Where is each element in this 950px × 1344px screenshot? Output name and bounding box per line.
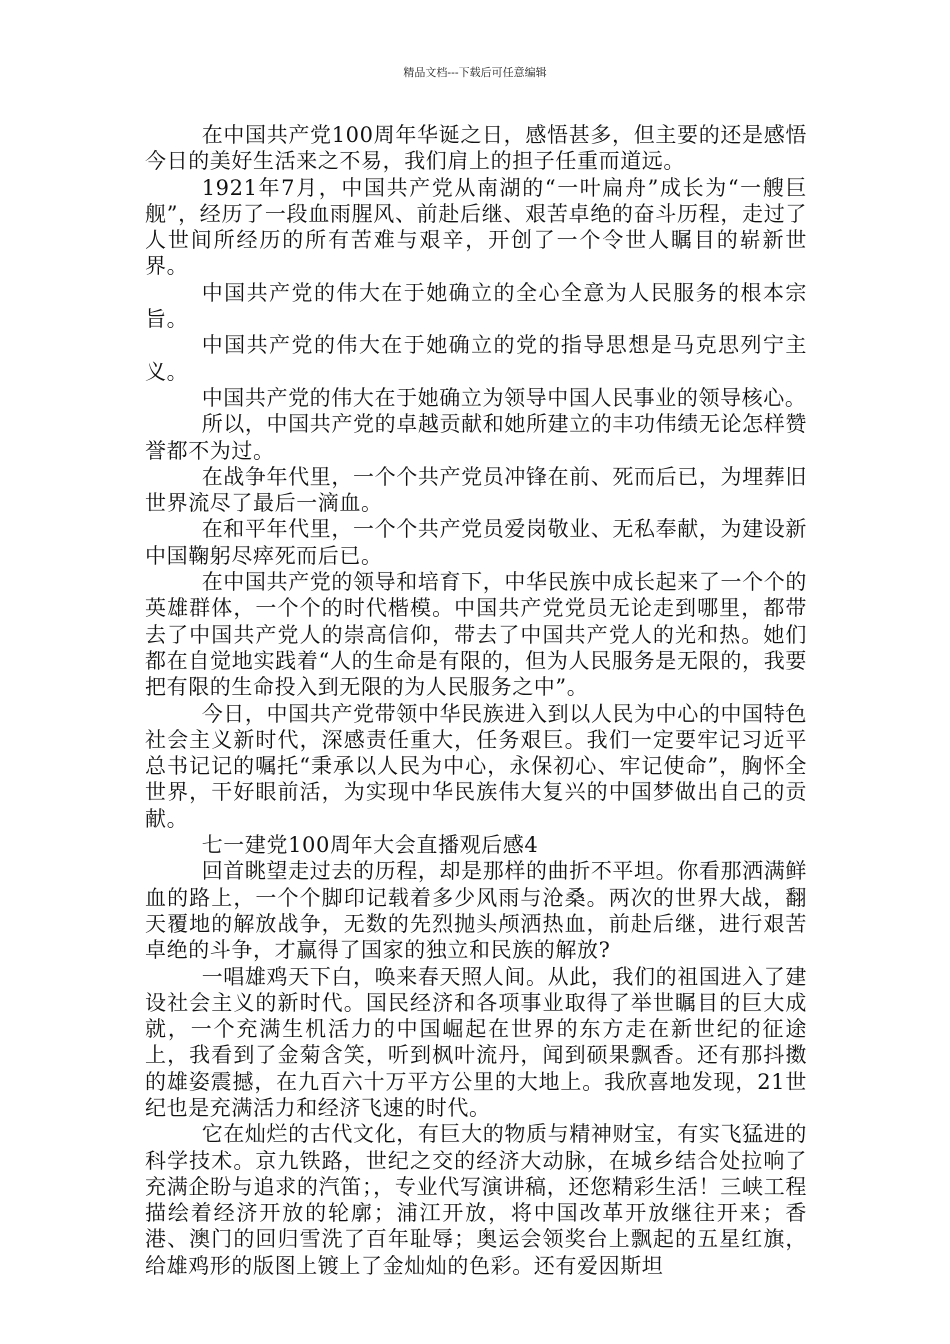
paragraph: 今日，中国共产党带领中华民族进入到以人民为中心的中国特色社会主义新时代，深感责任重大，任务艰巨。我们一定要牢记习近平总书记记的嘱托“秉承以人民为中心，永保初心、牢记使命”，胸怀全世界，干好眼前活，为实现中华民族伟大复兴的中国梦做出自己的贡献。 <box>145 701 807 831</box>
paragraph: 在战争年代里，一个个共产党员冲锋在前、死而后已，为埋葬旧世界流尽了最后一滴血。 <box>145 464 807 516</box>
paragraph: 中国共产党的伟大在于她确立为领导中国人民事业的领导核心。 <box>201 385 807 410</box>
paragraph: 中国共产党的伟大在于她确立的党的指导思想是马克思列宁主义。 <box>145 333 807 384</box>
document-body <box>145 122 807 1279</box>
page-header: 精品文档---下载后可任意编辑 <box>403 66 547 79</box>
paragraph: 在和平年代里，一个个共产党员爱岗敬业、无私奉献，为建设新中国鞠躬尽瘁死而后已。 <box>145 517 807 568</box>
paragraph: 1921年7月，中国共产党从南湖的“一叶扁舟”成长为“一艘巨舰”，经历了一段血雨腥风、前赴后继、艰苦卓绝的奋斗历程，走过了人世间所经历的所有苦难与艰辛，开创了一个令世人瞩目的崭新世界。 <box>145 175 807 279</box>
paragraph: 在中国共产党的领导和培育下，中华民族中成长起来了一个个的英雄群体，一个个的时代楷模。中国共产党党员无论走到哪里，都带去了中国共产党人的崇高信仰，带去了中国共产党人的光和热。她们都在自觉地实践着“人的生命是有限的，但为人民服务是无限的，我要把有限的生命投入到无限的为人民服务之中”。 <box>145 570 807 700</box>
paragraph: 中国共产党的伟大在于她确立的全心全意为人民服务的根本宗旨。 <box>145 280 807 332</box>
paragraph: 它在灿烂的古代文化，有巨大的物质与精神财宝，有实飞猛进的科学技术。京九铁路，世纪之交的经济大动脉，在城乡结合处拉响了充满企盼与追求的汽笛；，专业代写演讲稿，还您精彩生活！三峡工程描绘着经济开放的轮廓；浦江开放，将中国改革开放继往开来；香港、澳门的回归雪洗了百年耻辱；奥运会领奖台上飘起的五星红旗，给雄鸡形的版图上镀上了金灿灿的色彩。还有爱因斯坦 <box>145 1122 807 1278</box>
paragraph: 一唱雄鸡天下白，唤来春天照人间。从此，我们的祖国进入了建设社会主义的新时代。国民经济和各项事业取得了举世瞩目的巨大成就，一个充满生机活力的中国崛起在世界的东方走在新世纪的征途上，我看到了金菊含笑，听到枫叶流丹，闻到硕果飘香。还有那抖擞的雄姿震撼，在九百六十万平方公里的大地上。我欣喜地发现，21世纪也是充满活力和经济飞速的时代。 <box>145 964 807 1120</box>
section-heading: 七一建党100周年大会直播观后感4 <box>201 833 539 858</box>
paragraph: 回首眺望走过去的历程，却是那样的曲折不平坦。你看那洒满鲜血的路上，一个个脚印记载着多少风雨与沧桑。两次的世界大战，翻天覆地的解放战争，无数的先烈抛头颅洒热血，前赴后继，进行艰苦卓绝的斗争，才赢得了国家的独立和民族的解放? <box>145 859 807 963</box>
paragraph: 所以，中国共产党的卓越贡献和她所建立的丰功伟绩无论怎样赞誉都不为过。 <box>145 412 807 463</box>
paragraph: 在中国共产党100周年华诞之日，感悟甚多，但主要的还是感悟今日的美好生活来之不易，我们肩上的担子任重而道远。 <box>145 123 807 174</box>
